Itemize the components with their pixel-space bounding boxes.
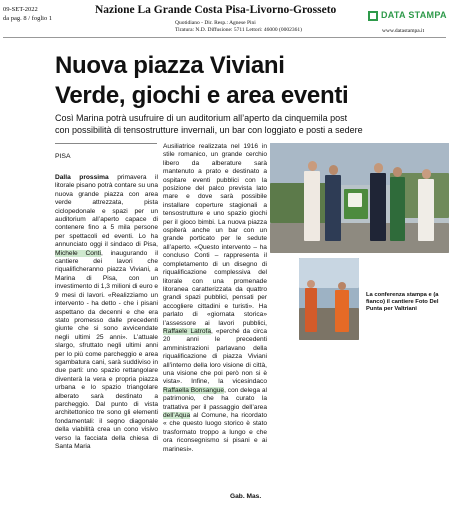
person-name-highlight: Raffaella Bonsangue [163,386,225,394]
brand-logo-icon [368,11,378,21]
section-rule [55,143,157,144]
brand-name: DATA STAMPA [381,10,447,20]
body-text: , «perché da circa 20 anni le precedenti amministrazioni parlavano della riqualificazione di piazza Viviani all’interno della loro visione di città, una visione che poi però non si è vista». Infine, la vicesindaco [163,327,267,386]
meta-line-1: Quotidiano - Dir. Resp.: Agnese Pini [175,20,256,26]
body-text: Ausiliatrice realizzata nel 1916 in stile romanico, un grande cerchio libero da alberature sarà mantenuto a prato e destinato a ospitare eventi pubblici con la posizione del palco prevista lato mare e dove sarà possibile installare coperture stagionali a tensostrutture e uno spazio giochi per il gioco bimbi. La nuova piazza ospiterà anche un bar con un grande porticato per le sedute all’aperto. [163,143,267,251]
date: 09-SET-2022 [3,6,38,13]
body-text: primavera il litorale pisano potrà contare su una nuova grande piazza con area verde attrezzata, pista ciclopedonale e spazi per un auditorium all’aperto capace di contenere fino a 5 mila persone per spettacoli ed eventi. Lo ha annunciato oggi il sindaco di Pisa, [55,174,158,249]
press-conference-photo [270,143,449,253]
body-text: «Questo intervento – ha concluso Conti – rappresenta il completamento di un disegno di riqualificazione complessiva del litorale con una promenade litoranea caratterizzata da quattro grandi spazi pubblici, pensati per accogliere cittadini e turisti». Ha parlato di «giornata storica» l’assessore ai lavori pubblici, [163,243,267,327]
header-divider [3,37,446,38]
article-column-2 [163,143,267,493]
section-label: PISA [55,153,71,160]
construction-site-photo [299,258,359,340]
article-column-1 [55,174,158,501]
lead-in: Dalla prossima [55,174,109,181]
meta-line-2: Tiratura: N.D. Diffusione: 5711 Lettori: 46000 (0002361) [175,27,302,33]
body-text: , inaugurando il cantiere dei lavori che riqualificheranno piazza Viviani, a Marina di Pisa, con un investimento di 1,3 milioni di euro e 9 mesi di lavori. «Realizziamo un intervento - ha detto - che i pisani aspettano da decenni e che era stato promesso dalle precedenti giunte che si sono avvicendate negli ultimi 25 anni». L’attuale slargo, sfruttato negli ultimi anni per lo più come parcheggio e area sgambatura cani, sarà suddiviso in due parti: uno spazio rettangolare diventerà la vera e propria piazza urbana e lo spazio triangolare alberato sarà destinato a parcheggio. Dal punto di vista architettonico tre sono gli elementi fondamentali: il segno diagonale della viabilità crea un cono visivo verso la facciata della chiesa di Santa Maria [55,249,158,450]
headline-line-2: Verde, giochi e area eventi [55,83,349,109]
brand-url[interactable]: www.datastampa.it [382,28,425,34]
photo-caption: La conferenza stampa e (a fianco) il cantiere Foto Del Punta per Valtriani [366,292,439,313]
person-name-highlight: Raffaele Latrofa [163,327,211,335]
subtitle-line-1: Così Marina potrà usufruire di un auditorium all’aperto da cinquemila post [55,113,348,123]
person-name-highlight: Michele Conti [55,249,101,257]
body-text: , con delega al patrimonio, che ha curato la trattativa per il passaggio dell’area [163,386,267,411]
body-text: al Comune, ha ricordato « che questo luogo storico è stato trasformato troppo a lungo e che ora riconsegnismo si pisani e ai marinesi». [163,412,267,453]
subtitle-line-2: con possibilità di tensostrutture invernali, un bar con loggiato e posti a sedere [55,125,363,135]
name-highlight: dell’Aqua [163,412,191,419]
page-info: da pag. 8 / foglio 1 [3,15,53,22]
headline-line-1: Nuova piazza Viviani [55,52,285,79]
byline: Gab. Mas. [230,493,262,500]
publication-title: Nazione La Grande Costa Pisa-Livorno-Grosseto [95,4,337,16]
